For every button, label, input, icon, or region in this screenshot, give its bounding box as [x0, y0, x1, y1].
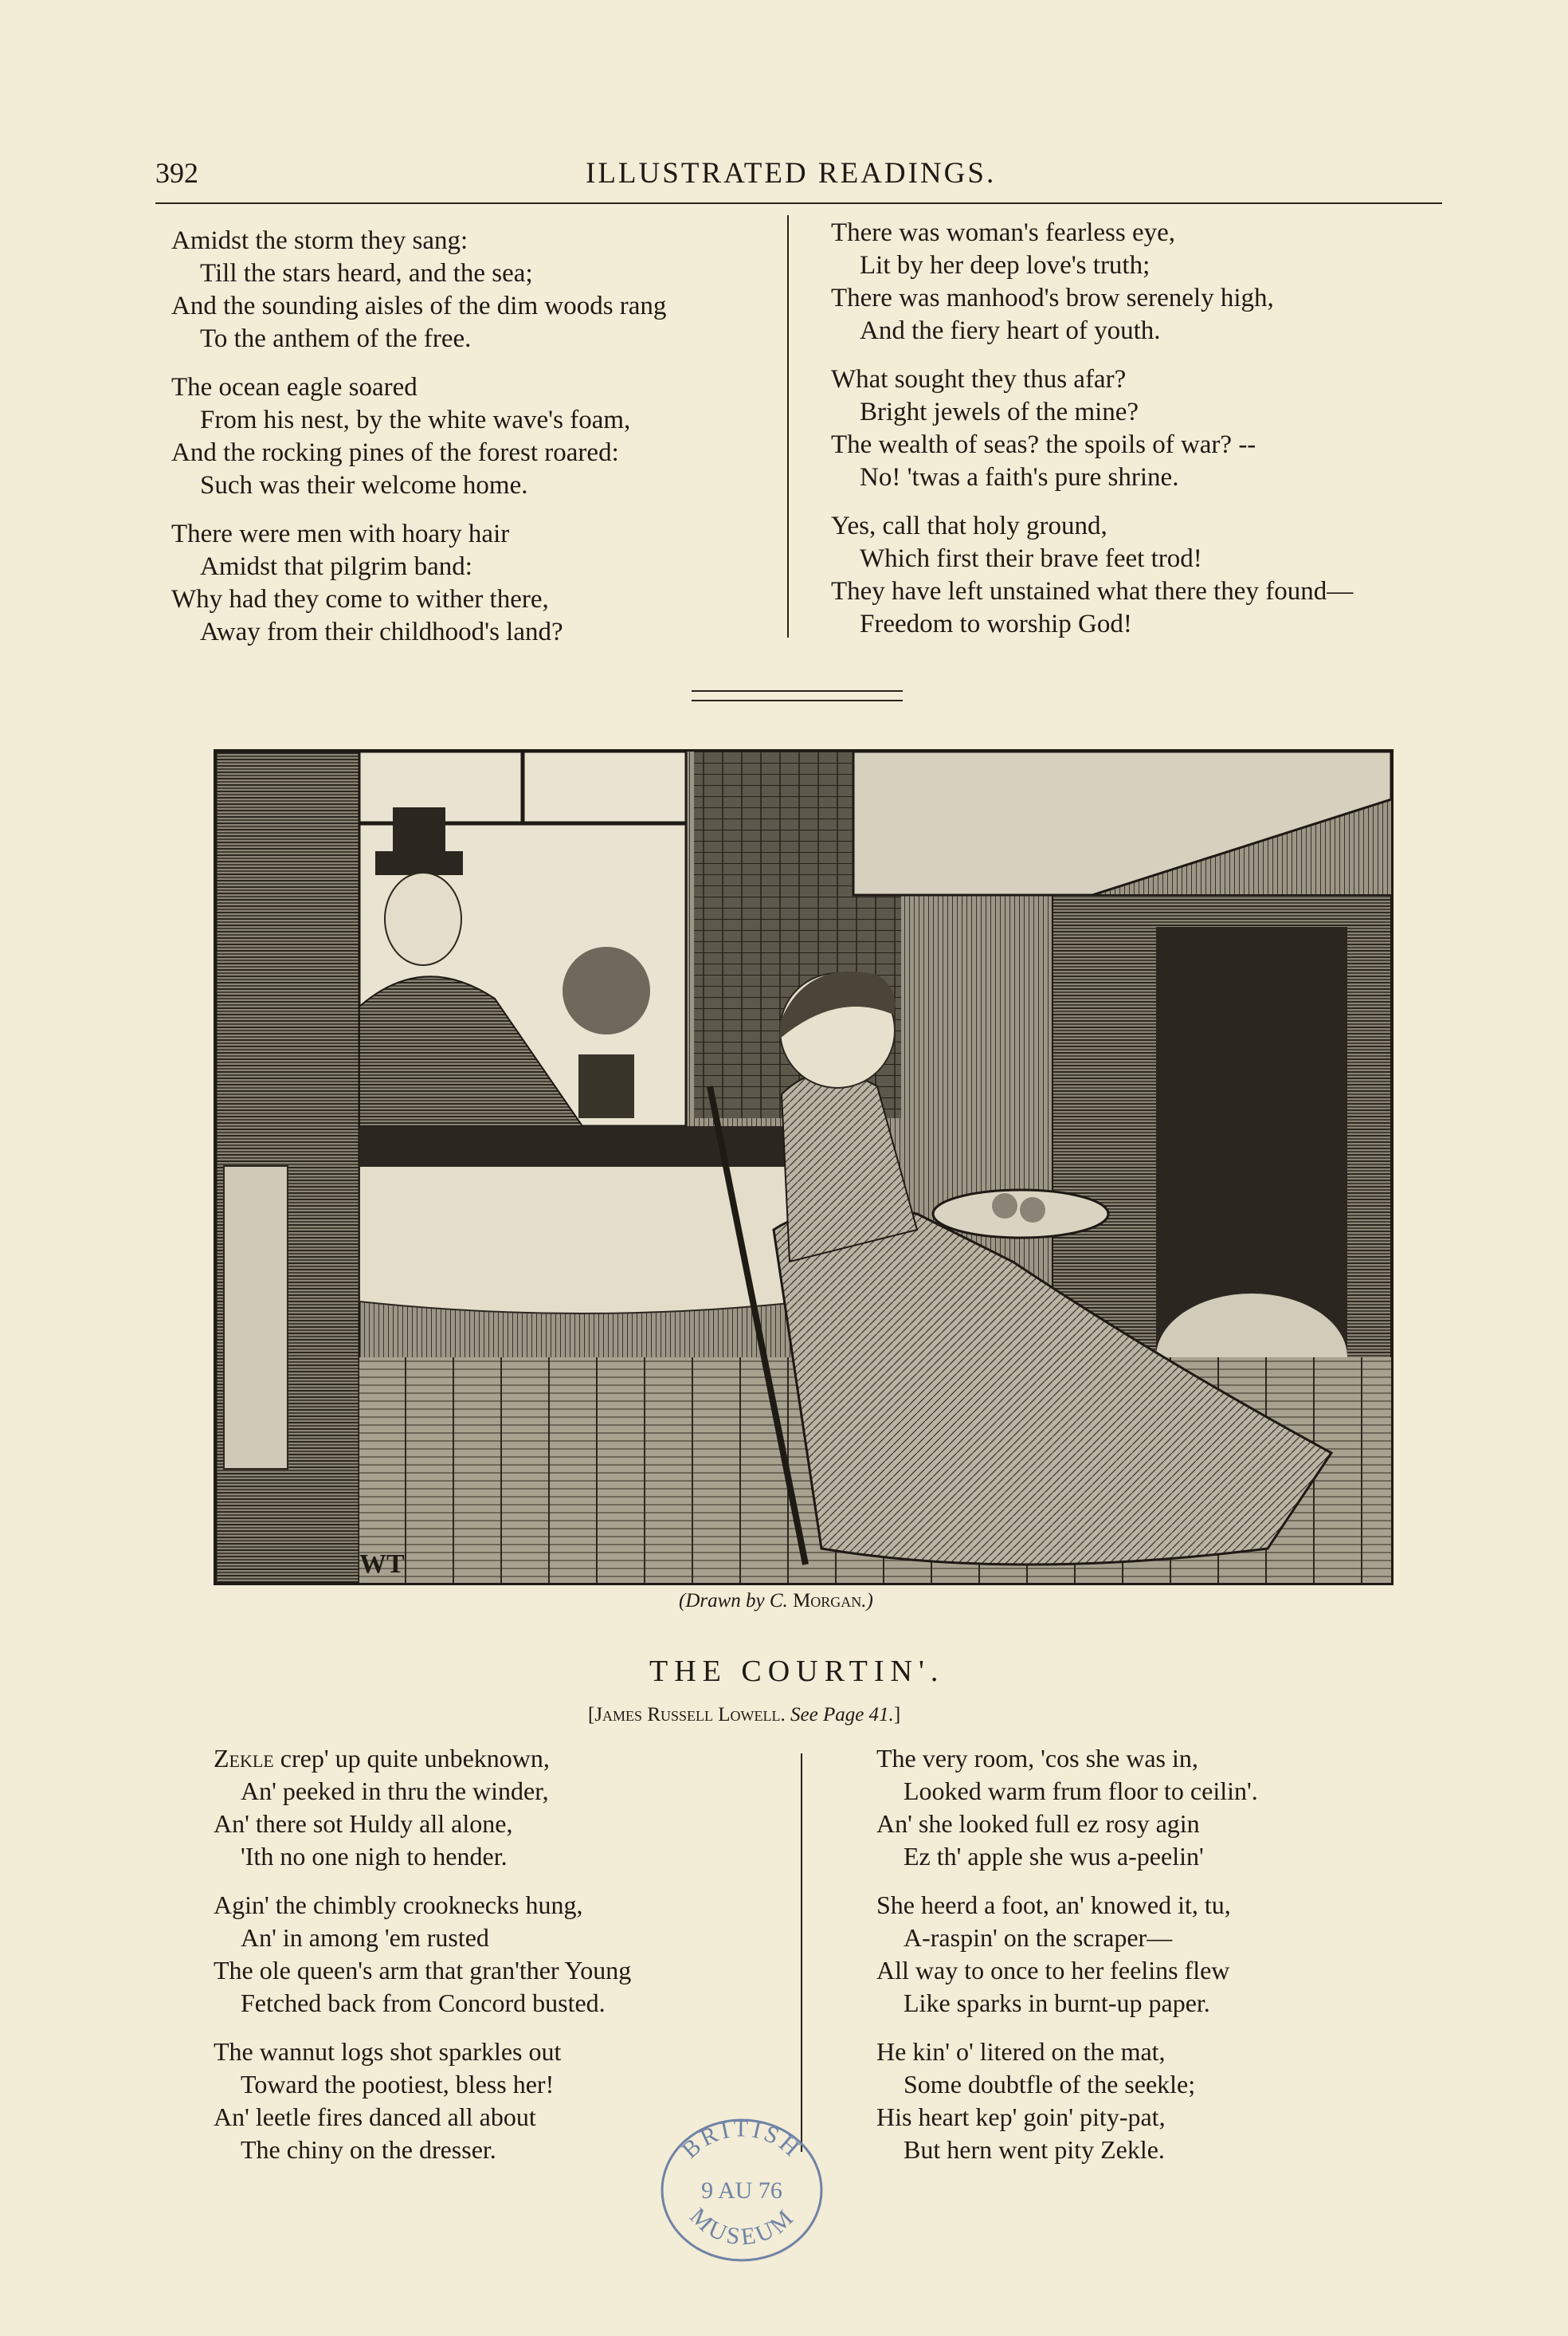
poem-line: No! 'twas a faith's pure shrine. — [860, 463, 1179, 492]
poem-line: The wealth of seas? the spoils of war? -- — [831, 430, 1256, 459]
poem-line: An' leetle fires danced all about — [214, 2102, 536, 2131]
illustration-caption — [679, 1590, 873, 1612]
stamp-date: 9 AU 76 — [701, 2177, 782, 2204]
poem-line: 'Ith no one nigh to hender. — [241, 1842, 508, 1871]
artist-monogram: WT — [359, 1549, 405, 1579]
poem-line — [214, 1742, 631, 1775]
column-divider — [787, 215, 789, 638]
poem-line: Like sparks in burnt-up paper. — [904, 1989, 1210, 2017]
poem-line: Bright jewels of the mine? — [860, 398, 1139, 426]
poem-line: The chiny on the dresser. — [241, 2135, 496, 2164]
stanza — [831, 363, 1353, 494]
poem-line: Till the stars heard, and the sea; — [200, 259, 533, 288]
poem-line: A-raspin' on the scraper— — [904, 1923, 1173, 1952]
upper-poem-right-column — [831, 217, 1353, 657]
poem-line: She heerd a foot, an' knowed it, tu, — [876, 1890, 1231, 1919]
poem-line: From his nest, by the white wave's foam, — [200, 406, 631, 434]
poem-line: To the anthem of the free. — [200, 324, 472, 353]
poem-line: Freedom to worship God! — [860, 610, 1132, 638]
poem-line: Yes, call that holy ground, — [831, 512, 1107, 540]
running-title: ILLUSTRATED READINGS. — [586, 157, 997, 190]
first-line-text: crep' up quite unbeknown, — [273, 1744, 550, 1773]
poem-line: Ez th' apple she wus a-peelin' — [904, 1842, 1204, 1871]
poem-line: There was woman's fearless eye, — [831, 218, 1176, 247]
page-number: 392 — [155, 157, 198, 189]
poem-line: An' she looked full ez rosy agin — [876, 1809, 1200, 1838]
poem-line: Agin' the chimbly crooknecks hung, — [214, 1890, 583, 1919]
poem-line: His heart kep' goin' pity-pat, — [876, 2102, 1166, 2131]
poem-line: And the rocking pines of the forest roared: — [171, 438, 619, 467]
stanza — [831, 217, 1353, 347]
poem-line: The wannut logs shot sparkles out — [214, 2037, 562, 2066]
poem-line: Which first their brave feet trod! — [860, 544, 1202, 573]
stanza — [171, 371, 666, 502]
poem-line: Fetched back from Concord busted. — [241, 1989, 606, 2017]
caption-suffix: .) — [861, 1590, 873, 1612]
poem-line: An' peeked in thru the winder, — [241, 1777, 549, 1805]
author-name: James Russell Lowell — [594, 1704, 781, 1725]
poem-line: What sought they thus afar? — [831, 365, 1127, 394]
poem-line: Amidst the storm they sang: — [171, 226, 468, 255]
upper-poem-left-column — [171, 225, 666, 665]
poem-line: And the fiery heart of youth. — [860, 316, 1161, 345]
attribution-separator: . — [780, 1704, 790, 1725]
poem-line: The very room, 'cos she was in, — [876, 1744, 1198, 1773]
stamp-top-text: BRITISH — [676, 2115, 807, 2164]
poem-line: Away from their childhood's land? — [200, 618, 563, 646]
stanza — [831, 510, 1353, 641]
stanza — [876, 1742, 1258, 1873]
caption-artist: Morgan — [793, 1590, 862, 1612]
stamp-bottom-text: MUSEUM — [684, 2202, 801, 2251]
poem-line: Lit by her deep love's truth; — [860, 251, 1151, 280]
poem-line: Looked warm frum floor to ceilin'. — [904, 1777, 1258, 1805]
poem-line: But hern went pity Zekle. — [904, 2135, 1165, 2164]
story-right-column — [876, 1742, 1258, 2182]
stanza — [214, 1889, 631, 2020]
poem-line: The ocean eagle soared — [171, 373, 417, 402]
column-divider — [801, 1753, 802, 2152]
courtin-scene-image — [216, 752, 1391, 1583]
page-reference: See Page 41. — [790, 1704, 894, 1725]
poem-line: The ole queen's arm that gran'ther Young — [214, 1956, 632, 1985]
attribution-open: [ — [588, 1704, 595, 1725]
engraving-illustration — [214, 749, 1394, 1585]
section-divider — [692, 690, 903, 701]
stanza — [171, 225, 666, 355]
page-header — [155, 156, 1430, 204]
poem-line: Some doubtfle of the seekle; — [904, 2070, 1196, 2098]
stanza — [876, 1889, 1258, 2020]
dropcap-word: Zekle — [214, 1744, 274, 1773]
poem-line: All way to once to her feelins flew — [876, 1956, 1230, 1985]
stanza — [214, 2036, 631, 2166]
stanza — [876, 2036, 1258, 2166]
poem-line: There was manhood's brow serenely high, — [831, 284, 1274, 312]
poem-line: An' in among 'em rusted — [241, 1923, 489, 1952]
poem-line: And the sounding aisles of the dim woods rang — [171, 292, 667, 320]
header-rule — [155, 202, 1442, 204]
stanza — [171, 518, 666, 649]
poem-line: Why had they come to wither there, — [171, 585, 549, 614]
caption-prefix: (Drawn by C. — [679, 1590, 788, 1612]
attribution-close: ] — [893, 1704, 901, 1725]
story-left-column — [214, 1742, 631, 2182]
attribution — [588, 1704, 900, 1726]
poem-line: An' there sot Huldy all alone, — [214, 1809, 513, 1838]
story-title: THE COURTIN'. — [649, 1655, 945, 1688]
poem-line: Toward the pootiest, bless her! — [241, 2070, 555, 2098]
poem-line: There were men with hoary hair — [171, 520, 510, 548]
poem-line: Amidst that pilgrim band: — [200, 552, 472, 581]
poem-line: They have left unstained what there they found— — [831, 577, 1354, 606]
british-museum-stamp — [655, 2112, 829, 2263]
poem-line: He kin' o' litered on the mat, — [876, 2037, 1166, 2066]
poem-line: Such was their welcome home. — [200, 471, 528, 500]
stanza — [214, 1742, 631, 1873]
